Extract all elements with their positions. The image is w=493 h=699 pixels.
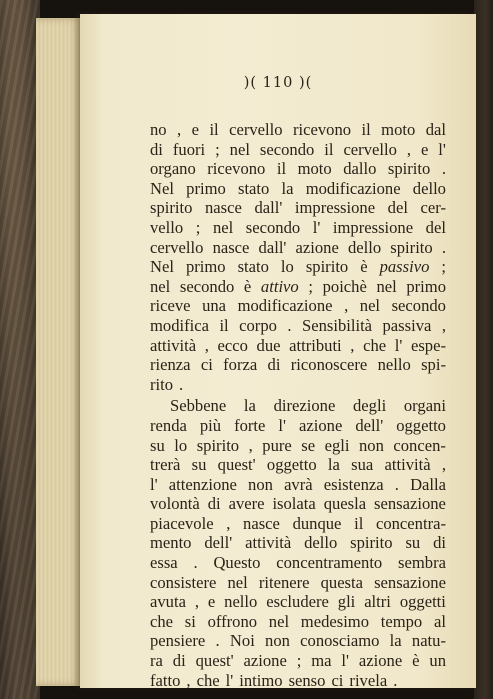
word: sua [351, 455, 374, 475]
text-line [150, 592, 446, 612]
word: dello [304, 533, 338, 553]
word: nel [376, 276, 397, 296]
word: di [150, 139, 163, 159]
word: sensazione [374, 572, 446, 592]
word: azione [358, 651, 403, 671]
word: ci [200, 355, 213, 375]
right-cover-edge [474, 0, 493, 699]
word: su [405, 533, 421, 553]
word: organi [403, 396, 446, 416]
word: la [243, 396, 256, 416]
word: azione [243, 651, 287, 671]
text-line [150, 140, 446, 160]
word: nello [224, 592, 258, 612]
word: forza [223, 355, 258, 375]
word: , [441, 455, 446, 475]
word: nel [268, 611, 290, 631]
word: , [226, 513, 231, 533]
word: ; [195, 217, 201, 237]
word: pensiere [150, 631, 206, 651]
text-line [150, 355, 446, 375]
word: attività [245, 533, 292, 553]
word: fatto [150, 670, 181, 690]
text-line [150, 671, 446, 691]
word: oggetto [266, 455, 317, 475]
word: nel [150, 276, 171, 296]
word: l' [341, 651, 350, 671]
word: poichè [322, 276, 367, 296]
word: lo [280, 257, 294, 277]
word: concentra- [375, 513, 446, 533]
word: organo [150, 159, 196, 179]
word: al [433, 611, 446, 631]
word: corpo [239, 315, 277, 335]
text-line [150, 573, 446, 593]
word: isolata [272, 494, 316, 514]
word: dell' [204, 533, 233, 553]
text-line [150, 257, 446, 277]
word: moto [297, 159, 332, 179]
word: cervello [150, 237, 204, 257]
word: egli [324, 435, 350, 455]
word: si [184, 611, 196, 631]
word: Nel [150, 257, 174, 277]
word: , [344, 296, 349, 316]
word: tempo [380, 611, 423, 631]
word: direzione [273, 396, 336, 416]
text-line [150, 455, 446, 475]
word: ra [150, 651, 163, 671]
word: Sensibilità [301, 315, 373, 335]
word: spirito [196, 435, 240, 455]
word: ecco [217, 335, 248, 355]
word: moto [381, 120, 416, 139]
word: Questo [213, 553, 261, 573]
text-line [150, 396, 446, 416]
word: modificazione [305, 178, 401, 198]
text-line [150, 336, 446, 356]
text-line [150, 296, 446, 316]
word: nello [377, 355, 411, 375]
word: questa [320, 572, 363, 592]
word: intimo [239, 670, 283, 690]
word: , [204, 335, 209, 355]
word: ; [215, 139, 220, 159]
text-line [150, 436, 446, 456]
word: primo [185, 257, 226, 277]
word: è [243, 276, 252, 296]
word: ricevono [207, 159, 266, 179]
word: mento [150, 533, 192, 553]
word: esistenza [323, 474, 384, 494]
body-text [150, 120, 446, 690]
word: ; [308, 276, 313, 296]
word: attenzione [168, 474, 237, 494]
word: non [265, 631, 290, 651]
text-line [150, 612, 446, 632]
word: di [267, 355, 281, 375]
word: l' [150, 474, 158, 494]
text-line [150, 316, 446, 336]
text-line [150, 238, 446, 258]
word: spirito [390, 237, 433, 257]
word: dunque [292, 513, 342, 533]
word: nasce [212, 237, 250, 257]
word: , [406, 139, 411, 159]
word: nasce [243, 513, 280, 533]
book-page [80, 14, 476, 688]
word: rito [150, 374, 174, 394]
word: è [412, 651, 420, 671]
word: volontà [150, 494, 200, 514]
word: spi- [421, 355, 446, 375]
word: il [361, 120, 371, 139]
word: non [248, 474, 273, 494]
word: su [191, 455, 207, 475]
word: ; [441, 257, 446, 277]
word: più [199, 415, 222, 435]
word: che [150, 611, 174, 631]
word: secondo [179, 276, 235, 296]
word: oggetti [399, 592, 446, 612]
word: Sebbene [170, 396, 227, 416]
word: ricevono [292, 120, 352, 139]
word: passivo [379, 257, 430, 277]
word: del [387, 198, 408, 218]
word: medesimo [300, 611, 370, 631]
word: . [441, 237, 446, 257]
word: l' [312, 217, 321, 237]
word: spirito [387, 159, 431, 179]
text-line [150, 179, 446, 199]
word: . [287, 315, 292, 335]
word: renda [150, 415, 187, 435]
word: azione [299, 415, 343, 435]
word: . [193, 553, 198, 573]
word: cer- [420, 198, 446, 218]
word: , [350, 335, 355, 355]
word: no [150, 120, 167, 139]
word: modifica [150, 315, 209, 335]
word: concen- [393, 435, 446, 455]
word: non [358, 435, 384, 455]
word: passiva [382, 315, 432, 335]
word: nel [359, 296, 381, 316]
word: offrono [207, 611, 258, 631]
word: nel [212, 217, 234, 237]
word: sensazione [374, 494, 446, 514]
word: Nel [150, 178, 174, 198]
word: su [150, 435, 165, 455]
word: se [301, 435, 316, 455]
word: ; [296, 651, 302, 671]
word: del [425, 217, 446, 237]
text-line [150, 475, 446, 495]
word: sembra [398, 553, 446, 573]
word: che [196, 670, 220, 690]
word: piacevole [150, 513, 214, 533]
word: dall' [254, 198, 283, 218]
word: l' [438, 139, 446, 159]
page-number-header: )( 110 )( [243, 75, 313, 91]
word: spirito [350, 533, 393, 553]
word: nasce [205, 198, 242, 218]
word: attributi [289, 335, 342, 355]
word: . [394, 474, 399, 494]
word: che [363, 335, 387, 355]
word: spirito [150, 198, 193, 218]
word: l' [225, 670, 234, 690]
word: vello [150, 217, 184, 237]
word: quest' [217, 455, 256, 475]
word: rivela [349, 670, 388, 690]
word: ritenere [258, 572, 310, 592]
word: forte [234, 415, 266, 435]
word: il [354, 513, 364, 533]
word: l' [278, 415, 287, 435]
text-line [150, 533, 446, 553]
word: espe- [410, 335, 446, 355]
page-edges [36, 18, 84, 686]
text-line [150, 198, 446, 218]
word: dello [347, 237, 382, 257]
word: la [327, 455, 340, 475]
word: riceve [150, 296, 191, 316]
word: cervello [229, 120, 283, 139]
word: il [219, 315, 229, 335]
word: attività [384, 455, 431, 475]
word: e [207, 592, 216, 612]
word: concentramento [276, 553, 383, 573]
word: lo [174, 435, 188, 455]
word: , [441, 315, 446, 335]
word: una [202, 296, 227, 316]
word: impressione [332, 217, 414, 237]
word: senso [288, 670, 326, 690]
word: impressione [294, 198, 376, 218]
word: un [429, 651, 446, 671]
word: il [324, 139, 334, 159]
word: ci [331, 670, 344, 690]
word: avrà [284, 474, 313, 494]
word: la [281, 178, 294, 198]
word: pure [262, 435, 292, 455]
word: rienza [150, 355, 191, 375]
word: secondo [391, 296, 446, 316]
text-line [150, 375, 446, 395]
word: dall' [258, 237, 287, 257]
left-cover-board [0, 0, 40, 699]
word: degli [353, 396, 387, 416]
word: primo [186, 178, 226, 198]
word: modificazione [237, 296, 333, 316]
text-line [150, 553, 446, 573]
text-line [150, 159, 446, 179]
word: stato [237, 257, 269, 277]
word: . [393, 670, 398, 690]
word: dello [412, 178, 446, 198]
word: due [256, 335, 281, 355]
word: fuori [172, 139, 206, 159]
word: natu- [411, 631, 446, 651]
word: di [207, 494, 221, 514]
text-line [150, 218, 446, 238]
word: e [191, 120, 199, 139]
word: gli [337, 592, 356, 612]
word: . [441, 159, 446, 179]
text-line [150, 416, 446, 436]
word: azione [295, 237, 339, 257]
word: spirito [305, 257, 349, 277]
word: stato [237, 178, 270, 198]
word: Noi [229, 631, 255, 651]
word: oggetto [396, 415, 446, 435]
word: la [389, 631, 402, 651]
word: , [248, 435, 253, 455]
text-line [150, 120, 446, 140]
word: secondo [245, 217, 301, 237]
word: , [186, 670, 191, 690]
word: avuta [150, 592, 186, 612]
word: cervello [343, 139, 397, 159]
word: il [209, 120, 219, 139]
word: riconoscere [290, 355, 368, 375]
word: dallo [343, 159, 377, 179]
word: ma [311, 651, 332, 671]
word: di [433, 533, 446, 553]
word: il [276, 159, 287, 179]
word: , [177, 120, 182, 139]
word: . [179, 374, 184, 394]
word: avere [228, 494, 265, 514]
text-line [150, 494, 446, 514]
word: altri [364, 592, 391, 612]
word: consistere [150, 572, 217, 592]
word: , [194, 592, 199, 612]
word: conosciamo [300, 631, 380, 651]
text-line [150, 651, 446, 671]
word: trerà [150, 455, 181, 475]
word: nel [227, 572, 248, 592]
word: nel [229, 139, 250, 159]
word: . [215, 631, 220, 651]
word: dell' [355, 415, 384, 435]
text-line [150, 514, 446, 534]
word: primo [406, 276, 446, 296]
text-line [150, 631, 446, 651]
text-line [150, 277, 446, 297]
word: è [360, 257, 368, 277]
word: quesla [323, 494, 367, 514]
word: di [172, 651, 186, 671]
word: attività [150, 335, 197, 355]
word: e [420, 139, 429, 159]
word: escludere [266, 592, 329, 612]
word: quest' [195, 651, 234, 671]
word: dal [425, 120, 446, 139]
word: essa [150, 553, 178, 573]
word: secondo [259, 139, 315, 159]
word: l' [394, 335, 403, 355]
word: Dalla [410, 474, 446, 494]
word: attivo [260, 276, 299, 296]
